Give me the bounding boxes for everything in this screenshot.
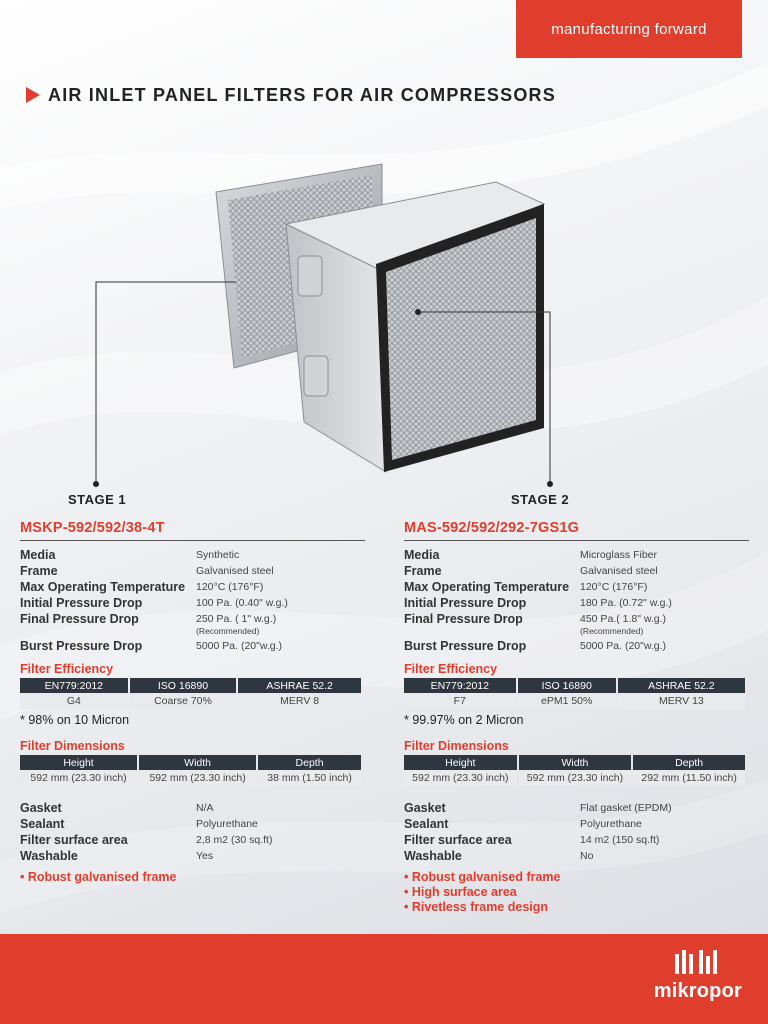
spec-key: Media: [20, 548, 56, 562]
page-title: [26, 84, 556, 106]
spec-value: Polyurethane: [580, 818, 642, 830]
table-header: Width: [519, 755, 632, 770]
spec-row: [404, 638, 749, 654]
spec-value: [196, 611, 276, 636]
spec-row: [404, 816, 749, 832]
table-header: ASHRAE 52.2: [618, 678, 745, 693]
filter-efficiency-table: [18, 678, 363, 709]
spec-value: Galvanised steel: [580, 565, 658, 577]
spec-row: [404, 563, 749, 579]
brand-logo: [654, 948, 742, 1003]
spec-key: Washable: [404, 849, 462, 863]
filter-dimensions-title: Filter Dimensions: [20, 739, 125, 753]
spec-value: 14 m2 (150 sq.ft): [580, 834, 660, 846]
spec-value-text: 250 Pa. ( 1" w.g.): [196, 613, 277, 625]
spec-row: [20, 816, 365, 832]
table-header-row: [404, 755, 745, 770]
spec-row: [404, 547, 749, 563]
efficiency-footnote: * 98% on 10 Micron: [20, 713, 130, 727]
table-header: Width: [139, 755, 256, 770]
table-row: [20, 770, 361, 786]
table-row: [404, 770, 745, 786]
spec-value: 5000 Pa. (20"w.g.): [196, 640, 283, 652]
mikropor-logo-icon: [673, 948, 723, 976]
table-row: [20, 693, 361, 709]
spec-key: Frame: [404, 564, 442, 578]
filter-efficiency-table: [402, 678, 747, 709]
spec-key: Burst Pressure Drop: [20, 639, 143, 653]
table-cell: G4: [20, 693, 128, 709]
spec-key: Max Operating Temperature: [20, 580, 186, 594]
spec-row: [404, 611, 749, 636]
spec-value: Microglass Fiber: [580, 549, 658, 561]
table-header-row: [20, 678, 361, 693]
table-header: Height: [20, 755, 137, 770]
table-header-row: [404, 678, 745, 693]
spec-key: Frame: [20, 564, 58, 578]
table-cell: ePM1 50%: [518, 693, 616, 709]
page-title-text: AIR INLET PANEL FILTERS FOR AIR COMPRESSORS: [48, 84, 556, 105]
spec-row: [404, 832, 749, 848]
tagline-text: manufacturing forward: [551, 20, 707, 38]
spec-key: Max Operating Temperature: [404, 580, 570, 594]
table-header-row: [20, 755, 361, 770]
spec-row: [404, 848, 749, 864]
spec-value: 180 Pa. (0.72" w.g.): [580, 597, 672, 609]
spec-value: 120°C (176°F): [580, 581, 648, 593]
table-cell: 592 mm (23.30 inch): [519, 770, 632, 786]
efficiency-footnote: * 99.97% on 2 Micron: [404, 713, 524, 727]
spec-value-text: 450 Pa.( 1.8" w.g.): [580, 613, 667, 625]
spec-row: [20, 832, 365, 848]
table-cell: 592 mm (23.30 inch): [20, 770, 137, 786]
spec-key: Sealant: [404, 817, 449, 831]
feature-item: • Robust galvanised frame: [404, 870, 561, 884]
spec-row: [20, 611, 365, 636]
tagline-banner: [516, 0, 742, 58]
table-header: ISO 16890: [130, 678, 237, 693]
feature-list: [20, 870, 365, 885]
table-cell: MERV 8: [238, 693, 361, 709]
spec-note: (Recommended): [580, 626, 644, 636]
table-cell: 592 mm (23.30 inch): [139, 770, 256, 786]
stage-1-model: MSKP-592/592/38-4T: [20, 520, 365, 541]
table-cell: Coarse 70%: [130, 693, 237, 709]
brand-name: mikropor: [653, 980, 742, 1002]
spec-value: Galvanised steel: [196, 565, 274, 577]
spec-value: Synthetic: [196, 549, 240, 561]
spec-row: [404, 595, 749, 611]
spec-value: Flat gasket (EPDM): [580, 802, 672, 814]
spec-key: Sealant: [20, 817, 65, 831]
table-cell: 592 mm (23.30 inch): [404, 770, 517, 786]
feature-list: [404, 870, 749, 915]
spec-row: [20, 848, 365, 864]
spec-value: [580, 611, 666, 636]
spec-key: Final Pressure Drop: [20, 612, 139, 626]
spec-value: 100 Pa. (0.40" w.g.): [196, 597, 288, 609]
spec-value: 2,8 m2 (30 sq.ft): [196, 834, 273, 846]
table-cell: MERV 13: [618, 693, 745, 709]
spec-row: [20, 595, 365, 611]
spec-value: 120°C (176°F): [196, 581, 264, 593]
table-header: Depth: [258, 755, 361, 770]
spec-key: Washable: [20, 849, 78, 863]
stage-2-label: STAGE 2: [511, 492, 570, 507]
footer-band: [0, 934, 768, 1024]
spec-key: Gasket: [20, 801, 62, 815]
spec-key: Gasket: [404, 801, 446, 815]
filter-efficiency-title: Filter Efficiency: [20, 662, 114, 676]
spec-row: [20, 563, 365, 579]
table-header: EN779:2012: [20, 678, 128, 693]
table-header: EN779:2012: [404, 678, 516, 693]
table-row: [404, 693, 745, 709]
table-cell: F7: [404, 693, 516, 709]
table-header: ISO 16890: [518, 678, 616, 693]
stage-1-specs: [20, 520, 365, 885]
spec-key: Media: [404, 548, 440, 562]
filter-dimensions-table: [18, 755, 363, 786]
filter-efficiency-title: Filter Efficiency: [404, 662, 498, 676]
spec-row: [404, 800, 749, 816]
filter-dimensions-table: [402, 755, 747, 786]
spec-value: Yes: [196, 850, 214, 862]
spec-note: (Recommended): [196, 626, 260, 636]
spec-row: [20, 800, 365, 816]
filter-product-image: [200, 160, 560, 480]
feature-item: • High surface area: [404, 885, 517, 899]
spec-row: [404, 579, 749, 595]
spec-key: Filter surface area: [404, 833, 512, 847]
spec-value: 5000 Pa. (20"w.g.): [580, 640, 667, 652]
table-cell: 38 mm (1.50 inch): [258, 770, 361, 786]
table-header: ASHRAE 52.2: [238, 678, 361, 693]
feature-item: • Robust galvanised frame: [20, 870, 177, 884]
feature-item: • Rivetless frame design: [404, 900, 549, 914]
filter-dimensions-title: Filter Dimensions: [404, 739, 509, 753]
table-cell: 292 mm (11.50 inch): [633, 770, 745, 786]
title-arrow-icon: [26, 87, 40, 103]
spec-key: Final Pressure Drop: [404, 612, 523, 626]
stage-1-label: STAGE 1: [68, 492, 127, 507]
spec-row: [20, 547, 365, 563]
spec-key: Burst Pressure Drop: [404, 639, 527, 653]
table-header: Height: [404, 755, 517, 770]
spec-value: No: [580, 850, 594, 862]
stage-2-specs: [404, 520, 749, 915]
spec-value: Polyurethane: [196, 818, 258, 830]
stage-2-model: MAS-592/592/292-7GS1G: [404, 520, 749, 541]
table-header: Depth: [633, 755, 745, 770]
spec-key: Initial Pressure Drop: [20, 596, 143, 610]
spec-key: Initial Pressure Drop: [404, 596, 527, 610]
spec-key: Filter surface area: [20, 833, 128, 847]
spec-row: [20, 579, 365, 595]
spec-value: N/A: [196, 802, 214, 814]
spec-row: [20, 638, 365, 654]
